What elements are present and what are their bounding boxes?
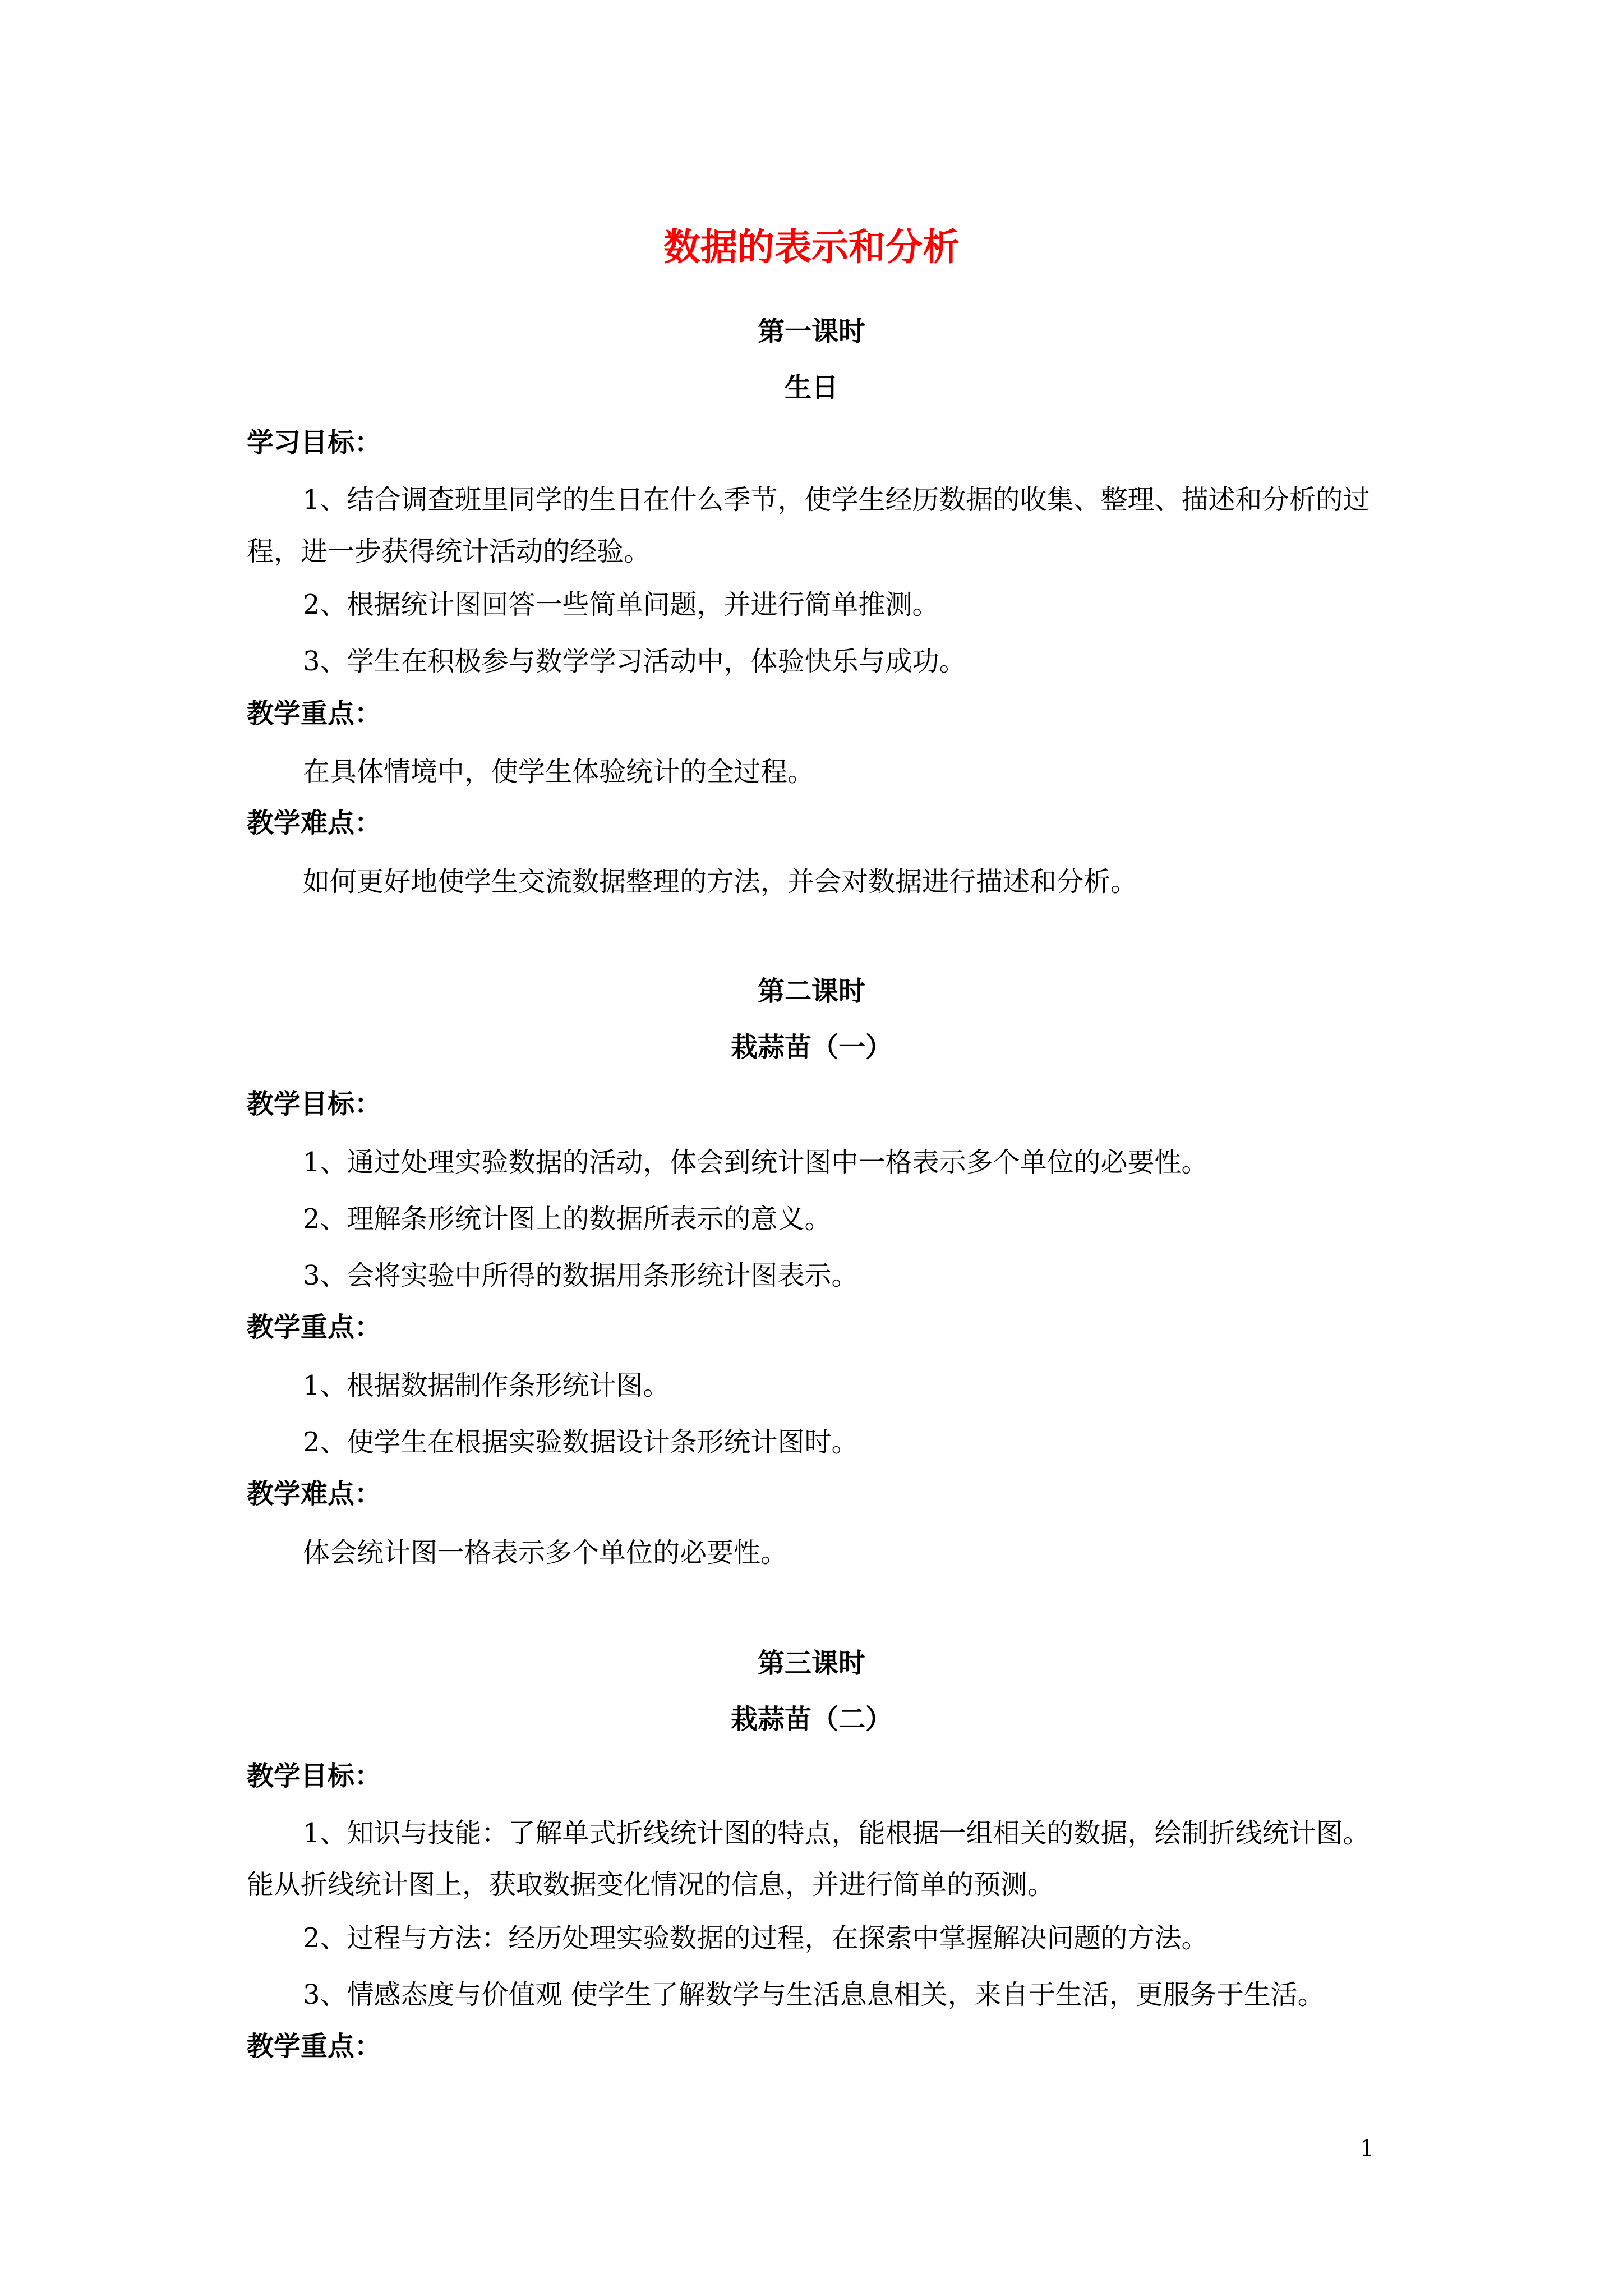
lesson1-difficulty-1: 如何更好地使学生交流数据整理的方法，并会对数据进行描述和分析。 xyxy=(303,866,1138,898)
lesson1-period: 第一课时 xyxy=(757,316,865,347)
lesson3-period: 第三课时 xyxy=(757,1648,865,1679)
lesson3-objective-1: 1、知识与技能：了解单式折线统计图的特点，能根据一组相关的数据，绘制折线统计图。能从折线统计图上，获取数据变化情况的信息，并进行简单的预测。 xyxy=(247,1818,1370,1901)
lesson2-objective-3: 3、会将实验中所得的数据用条形统计图表示。 xyxy=(303,1260,859,1291)
lesson2-key-point-2: 2、使学生在根据实验数据设计条形统计图时。 xyxy=(303,1427,859,1458)
lesson3-objective-3: 3、情感态度与价值观 使学生了解数学与生活息息相关，来自于生活，更服务于生活。 xyxy=(303,1979,1325,2010)
lesson2-key-heading: 教学重点： xyxy=(247,1312,382,1343)
lesson1-objective-2: 2、根据统计图回答一些简单问题，并进行简单推测。 xyxy=(303,589,939,620)
lesson1-key-point-1: 在具体情境中，使学生体验统计的全过程。 xyxy=(303,756,815,788)
lesson1-objectives-heading: 学习目标： xyxy=(247,427,382,458)
lesson2-objectives-heading: 教学目标： xyxy=(247,1088,382,1120)
lesson3-objectives-heading: 教学目标： xyxy=(247,1760,382,1792)
page-number: 1 xyxy=(1360,2136,1375,2161)
lesson2-key-point-1: 1、根据数据制作条形统计图。 xyxy=(303,1370,670,1401)
lesson1-objective-3: 3、学生在积极参与数学学习活动中，体验快乐与成功。 xyxy=(303,646,966,677)
lesson3-topic: 栽蒜苗（二） xyxy=(730,1704,892,1735)
lesson2-topic: 栽蒜苗（一） xyxy=(730,1032,892,1063)
lesson1-difficulty-heading: 教学难点： xyxy=(247,807,382,839)
lesson2-objective-1: 1、通过处理实验数据的活动，体会到统计图中一格表示多个单位的必要性。 xyxy=(303,1147,1209,1178)
lesson2-period: 第二课时 xyxy=(757,976,865,1007)
lesson1-topic: 生日 xyxy=(784,372,838,403)
lesson3-key-heading: 教学重点： xyxy=(247,2031,382,2062)
lesson2-difficulty-1: 体会统计图一格表示多个单位的必要性。 xyxy=(303,1537,788,1568)
lesson2-difficulty-heading: 教学难点： xyxy=(247,1478,382,1510)
document-title: 数据的表示和分析 xyxy=(663,225,960,269)
lesson1-key-heading: 教学重点： xyxy=(247,698,382,729)
lesson3-objective-2: 2、过程与方法：经历处理实验数据的过程，在探索中掌握解决问题的方法。 xyxy=(303,1922,1209,1954)
lesson1-objective-1: 1、结合调查班里同学的生日在什么季节，使学生经历数据的收集、整理、描述和分析的过程，进一步获得统计活动的经验。 xyxy=(247,484,1370,567)
lesson2-objective-2: 2、理解条形统计图上的数据所表示的意义。 xyxy=(303,1203,832,1235)
